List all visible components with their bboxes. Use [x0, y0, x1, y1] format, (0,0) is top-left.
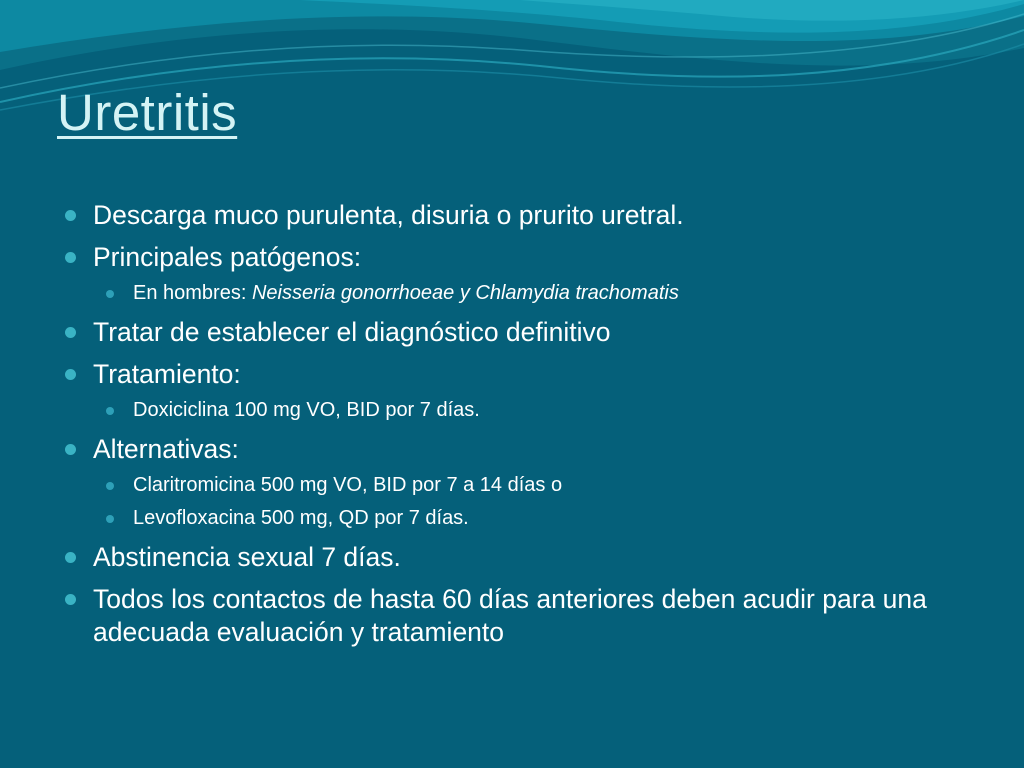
sub-bullet-item [62, 280, 962, 307]
sub-bullet-dot-icon [106, 407, 114, 415]
sub-bullet-text: Claritromicina 500 mg VO, BID por 7 a 14 días o [133, 474, 563, 496]
bullet-item [62, 583, 962, 649]
bullet-text: Todos los contactos de hasta 60 días anteriores deben acudir para una adecuada evaluación y tratamiento [93, 584, 927, 647]
bullet-item [62, 241, 962, 274]
sub-bullet-item [62, 505, 962, 532]
bullet-item [62, 358, 962, 391]
bullet-dot-icon [65, 327, 76, 338]
bullet-item [62, 541, 962, 574]
bullet-dot-icon [65, 210, 76, 221]
sub-bullet-item [62, 397, 962, 424]
bullet-dot-icon [65, 552, 76, 563]
sub-bullet-item [62, 472, 962, 499]
pathogen-names: Neisseria gonorrhoeae y Chlamydia trachomatis [251, 282, 679, 304]
bullet-list [62, 199, 962, 649]
sub-bullet-dot-icon [106, 482, 114, 490]
sub-bullet-prefix: En hombres: [133, 282, 252, 304]
sub-bullet-dot-icon [106, 290, 114, 298]
bullet-text: Alternativas: [93, 434, 239, 464]
bullet-item [62, 316, 962, 349]
sub-bullet-text: Levofloxacina 500 mg, QD por 7 días. [133, 507, 469, 529]
bullet-dot-icon [65, 444, 76, 455]
bullet-text: Abstinencia sexual 7 días. [93, 542, 401, 572]
bullet-text: Principales patógenos: [93, 242, 362, 272]
slide-title: Uretritis [57, 84, 238, 141]
bullet-item [62, 199, 962, 232]
bullet-text: Descarga muco purulenta, disuria o prurito uretral. [93, 200, 684, 230]
sub-bullet-dot-icon [106, 515, 114, 523]
bullet-item [62, 433, 962, 466]
bullet-dot-icon [65, 252, 76, 263]
bullet-dot-icon [65, 369, 76, 380]
bullet-text: Tratamiento: [93, 359, 241, 389]
sub-bullet-text: Doxiciclina 100 mg VO, BID por 7 días. [133, 399, 480, 421]
bullet-dot-icon [65, 594, 76, 605]
bullet-text: Tratar de establecer el diagnóstico definitivo [93, 317, 611, 347]
